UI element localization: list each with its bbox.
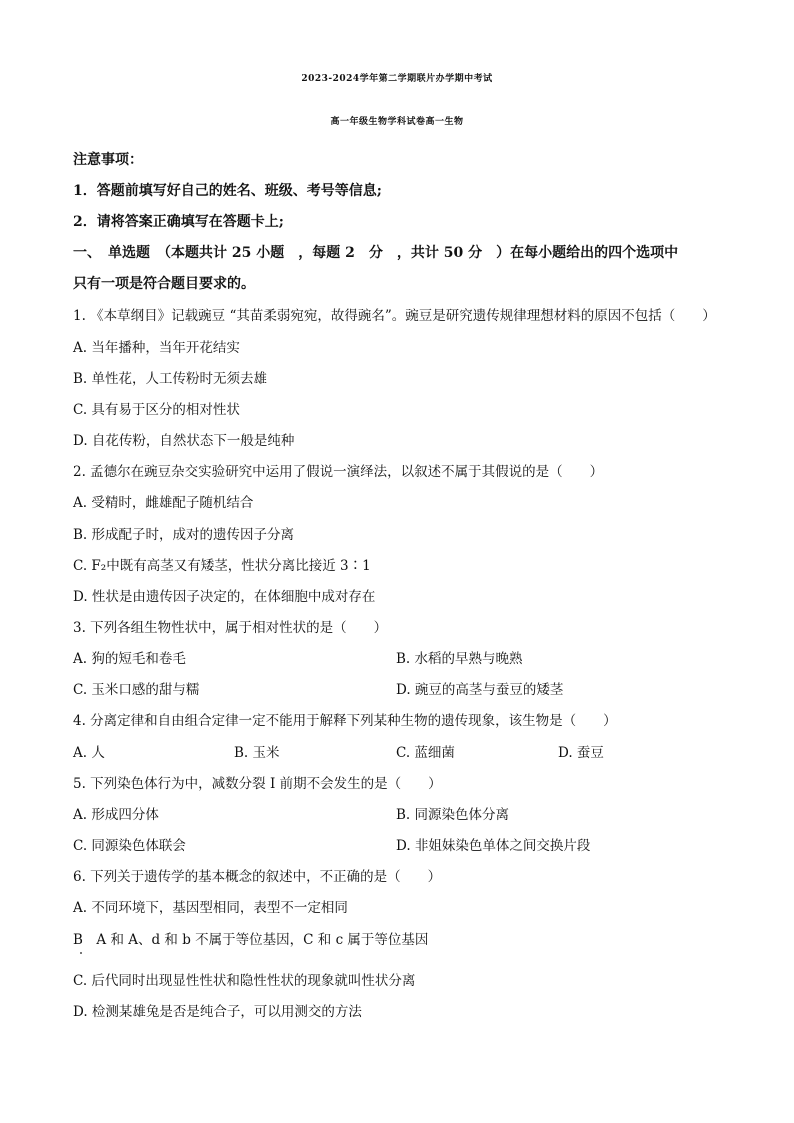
option-b: B. 单性花，人工传粉时无须去雄 [73,371,268,387]
question-stem: 4. 分离定律和自由组合定律一定不能用于解释下列某种生物的遗传现象，该生物是（ ） [73,713,617,729]
option-d: D. 检测某雄兔是否是纯合子，可以用测交的方法 [73,1004,362,1020]
option-a: A. 人 [73,745,105,761]
question-stem: 5. 下列染色体行为中，减数分裂 I 前期不会发生的是（ ） [73,776,442,792]
question-stem: 6. 下列关于遗传学的基本概念的叙述中，不正确的是（ ） [73,869,442,885]
option-b: B A 和 A、d 和 b 不属于等位基因，C 和 c 属于等位基因 [73,932,429,948]
option-d: D. 豌豆的高茎与蚕豆的矮茎 [396,682,564,698]
option-d: D. 蚕豆 [558,745,604,761]
option-c: C. F₂中既有高茎又有矮茎，性状分离比接近 3∶1 [73,558,371,574]
exam-subtitle: 高一年级生物学科试卷高一生物 [330,117,464,127]
option-d: D. 性状是由遗传因子决定的，在体细胞中成对存在 [73,589,376,605]
notes-heading: 注意事项： [73,152,143,168]
stray-dot [80,952,82,954]
note-item: 1．答题前填写好自己的姓名、班级、考号等信息; [73,183,382,199]
option-a: A. 狗的短毛和卷毛 [73,651,186,667]
question-stem: 1. 《本草纲目》记载豌豆 “其苗柔弱宛宛，故得豌名”。豌豆是研究遗传规律理想材料的原因不包括（ ） [73,308,716,324]
option-a: A. 不同环境下，基因型相同，表型不一定相同 [73,900,348,916]
option-d: D. 非姐妹染色单体之间交换片段 [396,838,591,854]
section-heading: 一、 单选题 （本题共计 25 小题 ，每题 2 分 ，共计 50 分 ）在每小题给出的四个选项中 [73,245,679,261]
option-c: C. 蓝细菌 [396,745,455,761]
option-a: A. 受精时，雌雄配子随机结合 [73,495,254,511]
option-c: C. 后代同时出现显性性状和隐性性状的现象就叫性状分离 [73,973,416,989]
option-c: C. 具有易于区分的相对性状 [73,402,240,418]
option-b: B. 形成配子时，成对的遗传因子分离 [73,527,295,543]
option-c: C. 同源染色体联会 [73,838,186,854]
option-c: C. 玉米口感的甜与糯 [73,682,200,698]
option-b: B. 水稻的早熟与晚熟 [396,651,523,667]
option-a: A. 当年播种，当年开花结实 [73,340,240,356]
note-item: 2．请将答案正确填写在答题卡上; [73,214,284,230]
option-a: A. 形成四分体 [73,807,159,823]
section-heading-cont: 只有一项是符合题目要求的。 [73,276,255,292]
option-d: D. 自花传粉，自然状态下一般是纯种 [73,433,295,449]
question-stem: 2. 孟德尔在豌豆杂交实验研究中运用了假说一演绎法，以叙述不属于其假说的是（ ） [73,464,604,480]
exam-title: 2023-2024学年第二学期联片办学期中考试 [301,74,493,84]
option-b: B. 玉米 [234,745,280,761]
option-b: B. 同源染色体分离 [396,807,510,823]
question-stem: 3. 下列各组生物性状中，属于相对性状的是（ ） [73,620,388,636]
